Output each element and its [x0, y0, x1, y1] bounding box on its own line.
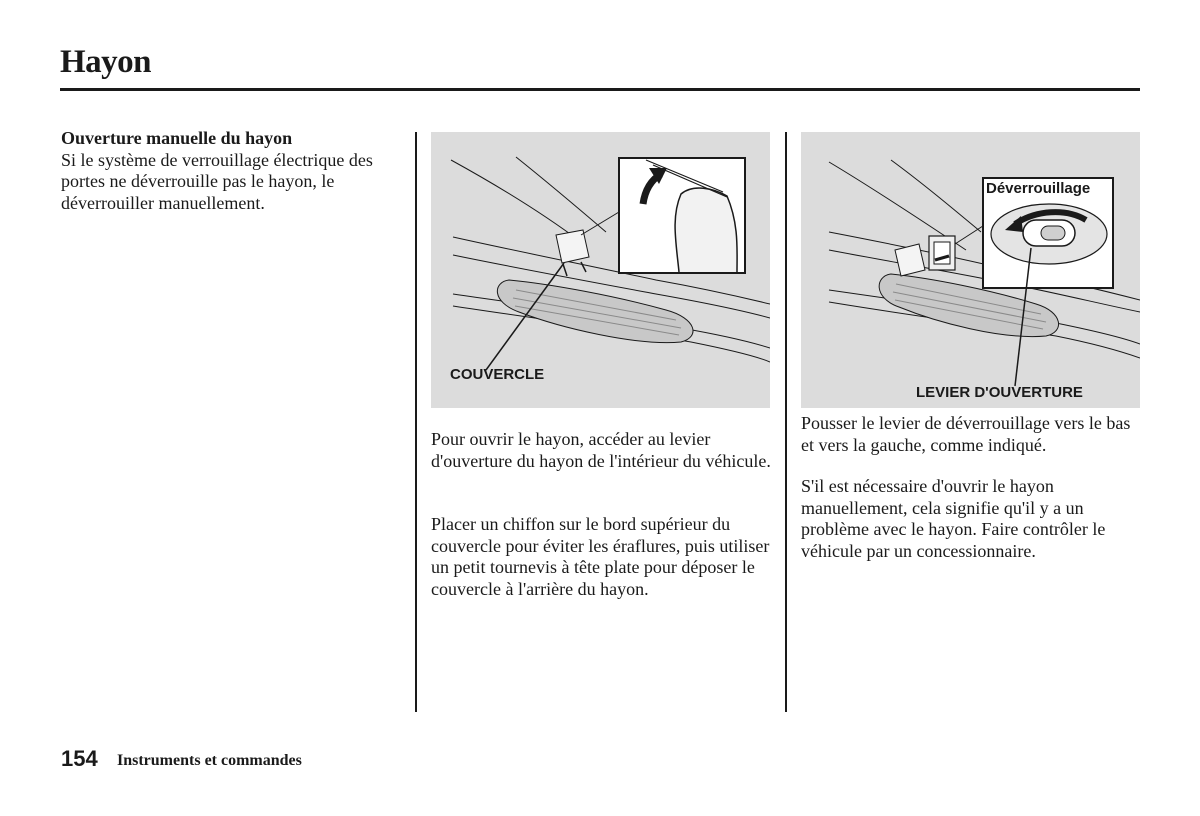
column2-paragraph-1: Pour ouvrir le hayon, accéder au levier d'ouverture du hayon de l'intérieur du véhicule.: [431, 429, 771, 471]
release-lever-illustration: [801, 132, 1140, 408]
unlock-label: Déverrouillage: [986, 180, 1091, 197]
page-title: Hayon: [60, 44, 152, 80]
intro-section: [61, 128, 401, 214]
intro-heading: Ouverture manuelle du hayon: [61, 128, 293, 148]
intro-text: Si le système de verrouillage électrique des portes ne déverrouille pas le hayon, le déverrouiller manuellement.: [61, 149, 373, 213]
section-name: Instruments et commandes: [117, 752, 302, 769]
figure-cover-removal: [431, 132, 770, 408]
column3-paragraph-1: Pousser le levier de déverrouillage vers le bas et vers la gauche, comme indiqué.: [801, 413, 1131, 455]
page-number: 154: [61, 746, 98, 771]
release-lever-label: LEVIER D'OUVERTURE: [916, 384, 1083, 401]
cover-label: COUVERCLE: [450, 366, 545, 383]
column-divider-2: [785, 132, 787, 712]
title-rule: [60, 88, 1140, 91]
column3-paragraph-2: S'il est nécessaire d'ouvrir le hayon manuellement, cela signifie qu'il y a un problème avec le hayon. Faire contrôler le véhicule par un concessionnaire.: [801, 476, 1106, 561]
column-divider-1: [415, 132, 417, 712]
figure-release-lever: [801, 132, 1140, 408]
column2-paragraph-2: Placer un chiffon sur le bord supérieur du couvercle pour éviter les éraflures, puis utiliser un petit tournevis à tête plate pour déposer le couvercle à l'arrière du hayon.: [431, 514, 770, 599]
